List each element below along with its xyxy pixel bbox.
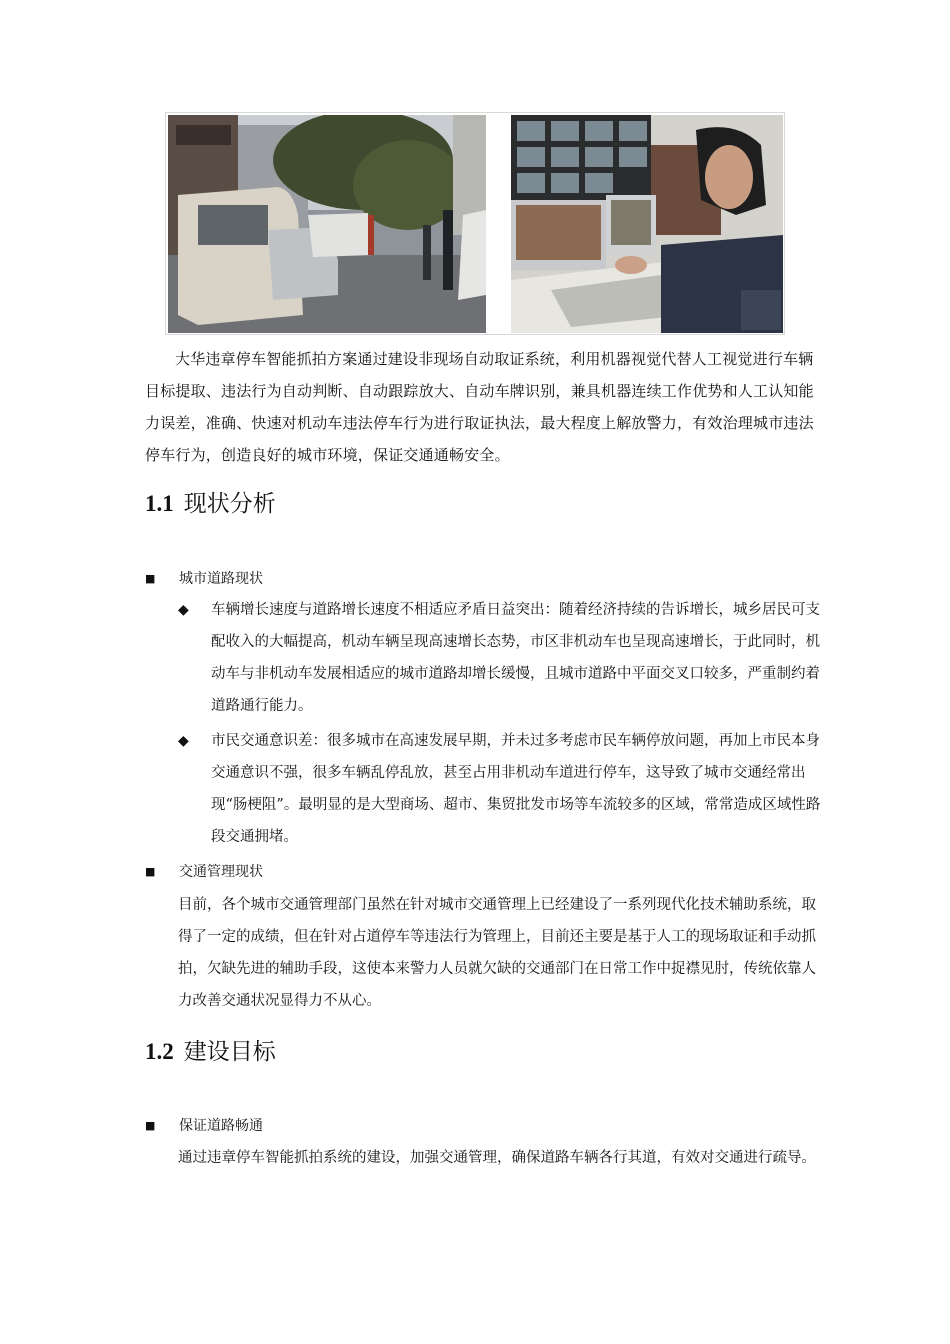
bullet-traffic-management [145, 860, 263, 884]
square-bullet-icon: ■ [145, 1119, 156, 1132]
square-bullet-icon: ■ [145, 572, 156, 585]
road-clear-text: 通过违章停车智能抓拍系统的建设，加强交通管理，确保道路车辆各行其道，有效对交通进行疏导。 [178, 1150, 816, 1166]
photo-row [165, 112, 785, 335]
square-bullet-icon: ■ [145, 865, 156, 878]
traffic-management-text: 目前，各个城市交通管理部门虽然在针对城市交通管理上已经建设了一系列现代化技术辅助系统，取得了一定的成绩，但在针对占道停车等违法行为管理上，目前还主要是基于人工的现场取证和手动抓拍，欠缺先进的辅助手段，这使本来警力人员就欠缺的交通部门在日常工作中捉襟见肘，传统依靠人力改善交通状况显得力不从心。 [178, 897, 816, 1009]
diamond-bullet-icon: ◆ [178, 733, 189, 749]
diamond-bullet-icon: ◆ [178, 602, 189, 618]
section-number: 1.1 [145, 491, 174, 516]
bullet-label: 交通管理现状 [179, 864, 263, 880]
monitoring-center-photo [511, 115, 783, 333]
sub-item-text: 市民交通意识差：很多城市在高速发展早期，并未过多考虑市民车辆停放问题，再加上市民本身交通意识不强，很多车辆乱停乱放，甚至占用非机动车道进行停车，这导致了城市交通经常出现“肠梗阻”。最明显的是大型商场、超市、集贸批发市场等车流较多的区域，常常造成区域性路段交通拥堵。 [211, 733, 821, 845]
section-title: 建设目标 [183, 1039, 276, 1065]
section-number: 1.2 [145, 1039, 174, 1064]
bullet-urban-roads [145, 567, 263, 591]
bullet-road-clear [145, 1114, 263, 1138]
bullet-label: 城市道路现状 [179, 571, 263, 587]
section-heading-1-1 [145, 488, 276, 520]
section-heading-1-2 [145, 1036, 276, 1068]
section-title: 现状分析 [183, 491, 276, 517]
street-parking-photo [168, 115, 486, 333]
intro-paragraph: 大华违章停车智能抓拍方案通过建设非现场自动取证系统，利用机器视觉代替人工视觉进行车辆目标提取、违法行为自动判断、自动跟踪放大、自动车牌识别，兼具机器连续工作优势和人工认知能力误差，准确、快速对机动车违法停车行为进行取证执法，最大程度上解放警力，有效治理城市违法停车行为，创造良好的城市环境，保证交通通畅安全。 [145, 350, 814, 464]
sub-item-text: 车辆增长速度与道路增长速度不相适应矛盾日益突出：随着经济持续的告诉增长，城乡居民可支配收入的大幅提高，机动车辆呈现高速增长态势，市区非机动车也呈现高速增长，于此同时，机动车与非机动车发展相适应的城市道路却增长缓慢，且城市道路中平面交叉口较多，严重制约着道路通行能力。 [211, 602, 820, 714]
bullet-label: 保证道路畅通 [179, 1118, 263, 1134]
